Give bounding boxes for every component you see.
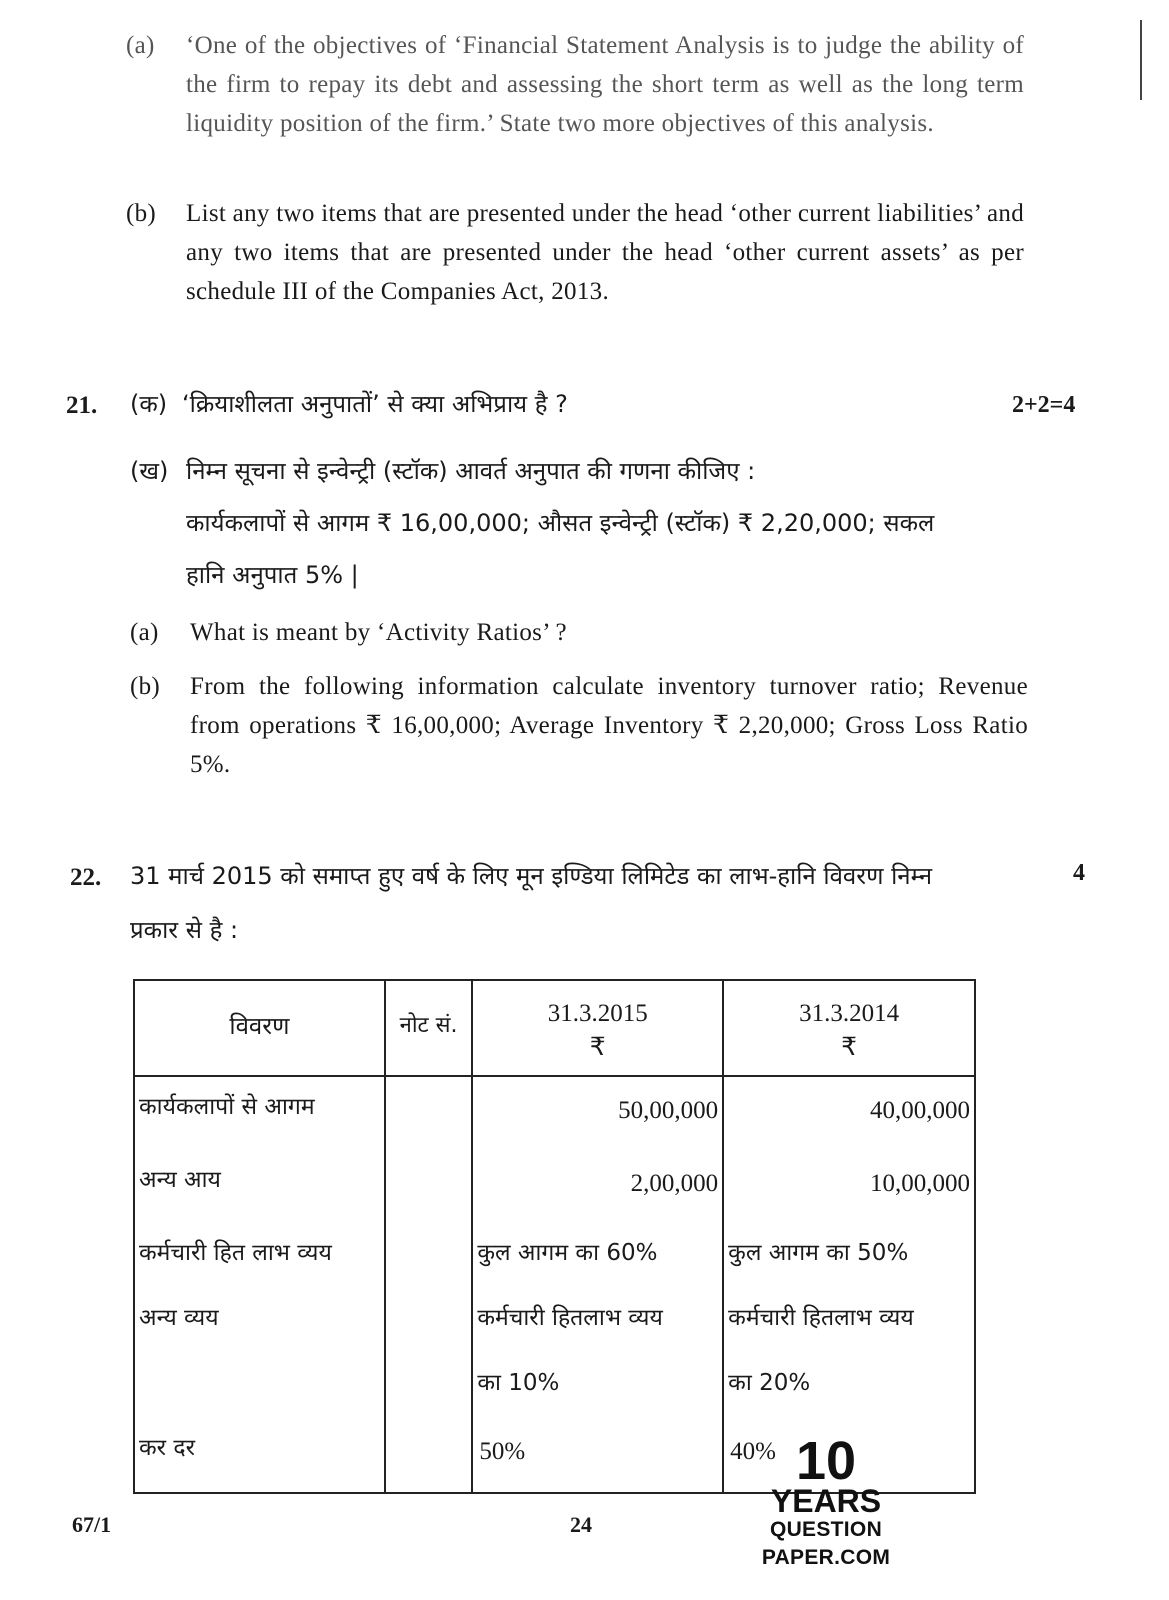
q22-marks: 4 — [1073, 860, 1085, 886]
q22-line2: प्रकार से है : — [130, 916, 239, 944]
header-note: नोट सं. — [385, 980, 473, 1076]
q20-a-text: ‘One of the objectives of ‘Financial Statement Analysis is to judge the ability of the firm to repay its debt and assessing the short term as well as the long term liquidity position of the firm.’ State two more objectives of this analysis. — [186, 32, 1024, 137]
header-2014: 31.3.2014 ₹ — [723, 980, 975, 1076]
table-row — [134, 1076, 975, 1150]
header-particulars: विवरण — [134, 980, 385, 1076]
row-value-2015: 50,00,000 — [472, 1076, 723, 1150]
q20-a-label: (a) — [126, 32, 155, 59]
row-value-2014: 40,00,000 — [723, 1076, 975, 1150]
row-value-2014: का 20% — [723, 1353, 975, 1418]
row-value-2015: 2,00,000 — [472, 1150, 723, 1223]
row-note — [385, 1418, 473, 1493]
row-value-2014: 10,00,000 — [723, 1150, 975, 1223]
row-value-2015: कुल आगम का 60% — [472, 1223, 723, 1288]
table-row — [134, 1223, 975, 1288]
row-label: कर दर — [134, 1418, 385, 1493]
table-row — [134, 1288, 975, 1353]
header-2015: 31.3.2015 ₹ — [472, 980, 723, 1076]
row-label: कर्मचारी हित लाभ व्यय — [134, 1223, 385, 1288]
q21-number: 21. — [66, 392, 98, 419]
watermark-logo: 10 YEARS QUESTION PAPER.COM — [761, 1431, 891, 1569]
q22-line1: 31 मार्च 2015 को समाप्त हुए वर्ष के लिए मून इण्डिया लिमिटेड का लाभ-हानि विवरण निम्न — [130, 862, 933, 890]
page-edge-mark — [1140, 20, 1142, 100]
q21-hi-b-line3: हानि अनुपात 5% | — [186, 561, 359, 589]
q20-b-text: List any two items that are presented under the head ‘other current liabilities’ and any two items that are presented under the head ‘other current assets’ as per schedule III of the Companies Act, 2013. — [186, 200, 1024, 305]
q21-hi-b-line1: निम्न सूचना से इन्वेन्ट्री (स्टॉक) आवर्त अनुपात की गणना कीजिए : — [186, 457, 756, 485]
row-note — [385, 1223, 473, 1288]
q20-b-label: (b) — [126, 200, 157, 227]
row-value-2014: कुल आगम का 50% — [723, 1223, 975, 1288]
q21-hi-a-label: (क) — [130, 390, 168, 418]
row-label: कार्यकलापों से आगम — [134, 1076, 385, 1150]
q22-number: 22. — [70, 864, 102, 891]
row-value-2015: कर्मचारी हितलाभ व्यय — [472, 1288, 723, 1353]
profit-loss-table — [133, 979, 976, 1494]
q21-en-b-label: (b) — [130, 673, 161, 700]
table-row — [134, 1353, 975, 1418]
q21-hi-a-text: ‘क्रियाशीलता अनुपातों’ से क्या अभिप्राय है ? — [182, 390, 568, 418]
q21-en-a-text: What is meant by ‘Activity Ratios’ ? — [190, 619, 567, 646]
row-note — [385, 1076, 473, 1150]
page-number: 24 — [570, 1512, 592, 1537]
row-value-2014: 40% — [723, 1418, 975, 1493]
row-value-2014: कर्मचारी हितलाभ व्यय — [723, 1288, 975, 1353]
row-label — [134, 1353, 385, 1418]
q21-marks: 2+2=4 — [1012, 392, 1076, 418]
row-value-2015: 50% — [472, 1418, 723, 1493]
table-row — [134, 1150, 975, 1223]
q21-en-a-label: (a) — [130, 619, 159, 646]
row-label: अन्य आय — [134, 1150, 385, 1223]
q21-hi-b-line2: कार्यकलापों से आगम ₹ 16,00,000; औसत इन्वेन्ट्री (स्टॉक) ₹ 2,20,000; सकल — [186, 509, 935, 537]
q21-en-b-text: From the following information calculate inventory turnover ratio; Revenue from operations ₹ 16,00,000; Average Inventory ₹ 2,20,000; Gross Loss Ratio 5%. — [190, 673, 1028, 778]
row-value-2015: का 10% — [472, 1353, 723, 1418]
q21-hi-b-label: (ख) — [130, 457, 169, 485]
row-note — [385, 1288, 473, 1353]
paper-code: 67/1 — [72, 1512, 112, 1537]
row-note — [385, 1150, 473, 1223]
table-header-row — [134, 980, 975, 1076]
row-label: अन्य व्यय — [134, 1288, 385, 1353]
row-note — [385, 1353, 473, 1418]
